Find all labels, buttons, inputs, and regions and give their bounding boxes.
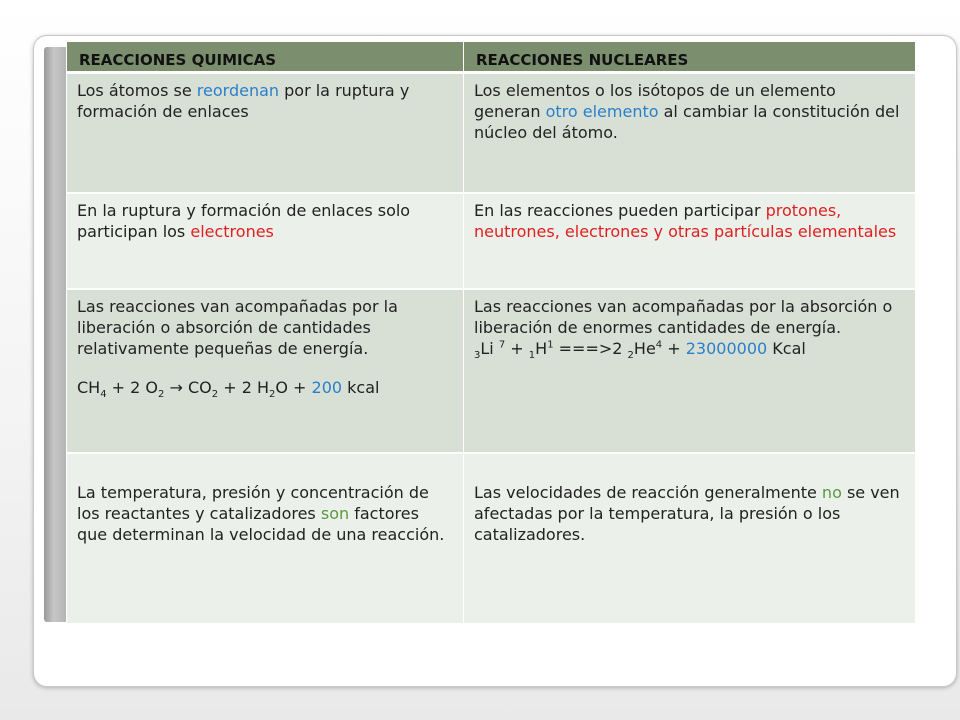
row2-chemical-cell: En la ruptura y formación de enlaces solo participan los electrones xyxy=(66,194,463,290)
nuclear-equation: $_3$Li $^7 + _1H^1 ===>2$ $_2He^4 + 23000000$ Kcal xyxy=(474,339,806,362)
row4-chemical-cell: La temperatura, presión y concentración de los reactantes y catalizadores son factores que determinan la velocidad de una reacción. xyxy=(66,454,463,625)
row1-chemical-cell: Los átomos se reordenan por la ruptura y formación de enlaces xyxy=(66,74,463,194)
slide-accent-bar xyxy=(44,47,66,622)
energy-description: Las reacciones van acompañadas por la absorción o liberación de enormes cantidades de energía. xyxy=(474,297,893,337)
row3-nuclear-cell xyxy=(463,290,915,454)
comparison-table xyxy=(66,42,915,625)
row1-nuclear-cell: Los elementos o los isótopos de un elemento generan otro elemento al cambiar la constitución del núcleo del átomo. xyxy=(463,74,915,194)
header-nuclear-reactions: REACCIONES NUCLEARES xyxy=(463,42,915,74)
row4-nuclear-cell: Las velocidades de reacción generalmente no se ven afectadas por la temperatura, la presión o los catalizadores. xyxy=(463,454,915,625)
row2-nuclear-cell: En las reacciones pueden participar protones, neutrones, electrones y otras partículas elementales xyxy=(463,194,915,290)
header-chemical-reactions: REACCIONES QUIMICAS xyxy=(66,42,463,74)
row3-chemical-cell xyxy=(66,290,463,454)
chemical-equation: $CH_4 + 2$ $O_2 \to CO_2 + 2$ $H_2O + 200$ kcal xyxy=(77,378,380,401)
energy-description: Las reacciones van acompañadas por la liberación o absorción de cantidades relativamente pequeñas de energía. xyxy=(77,297,398,358)
